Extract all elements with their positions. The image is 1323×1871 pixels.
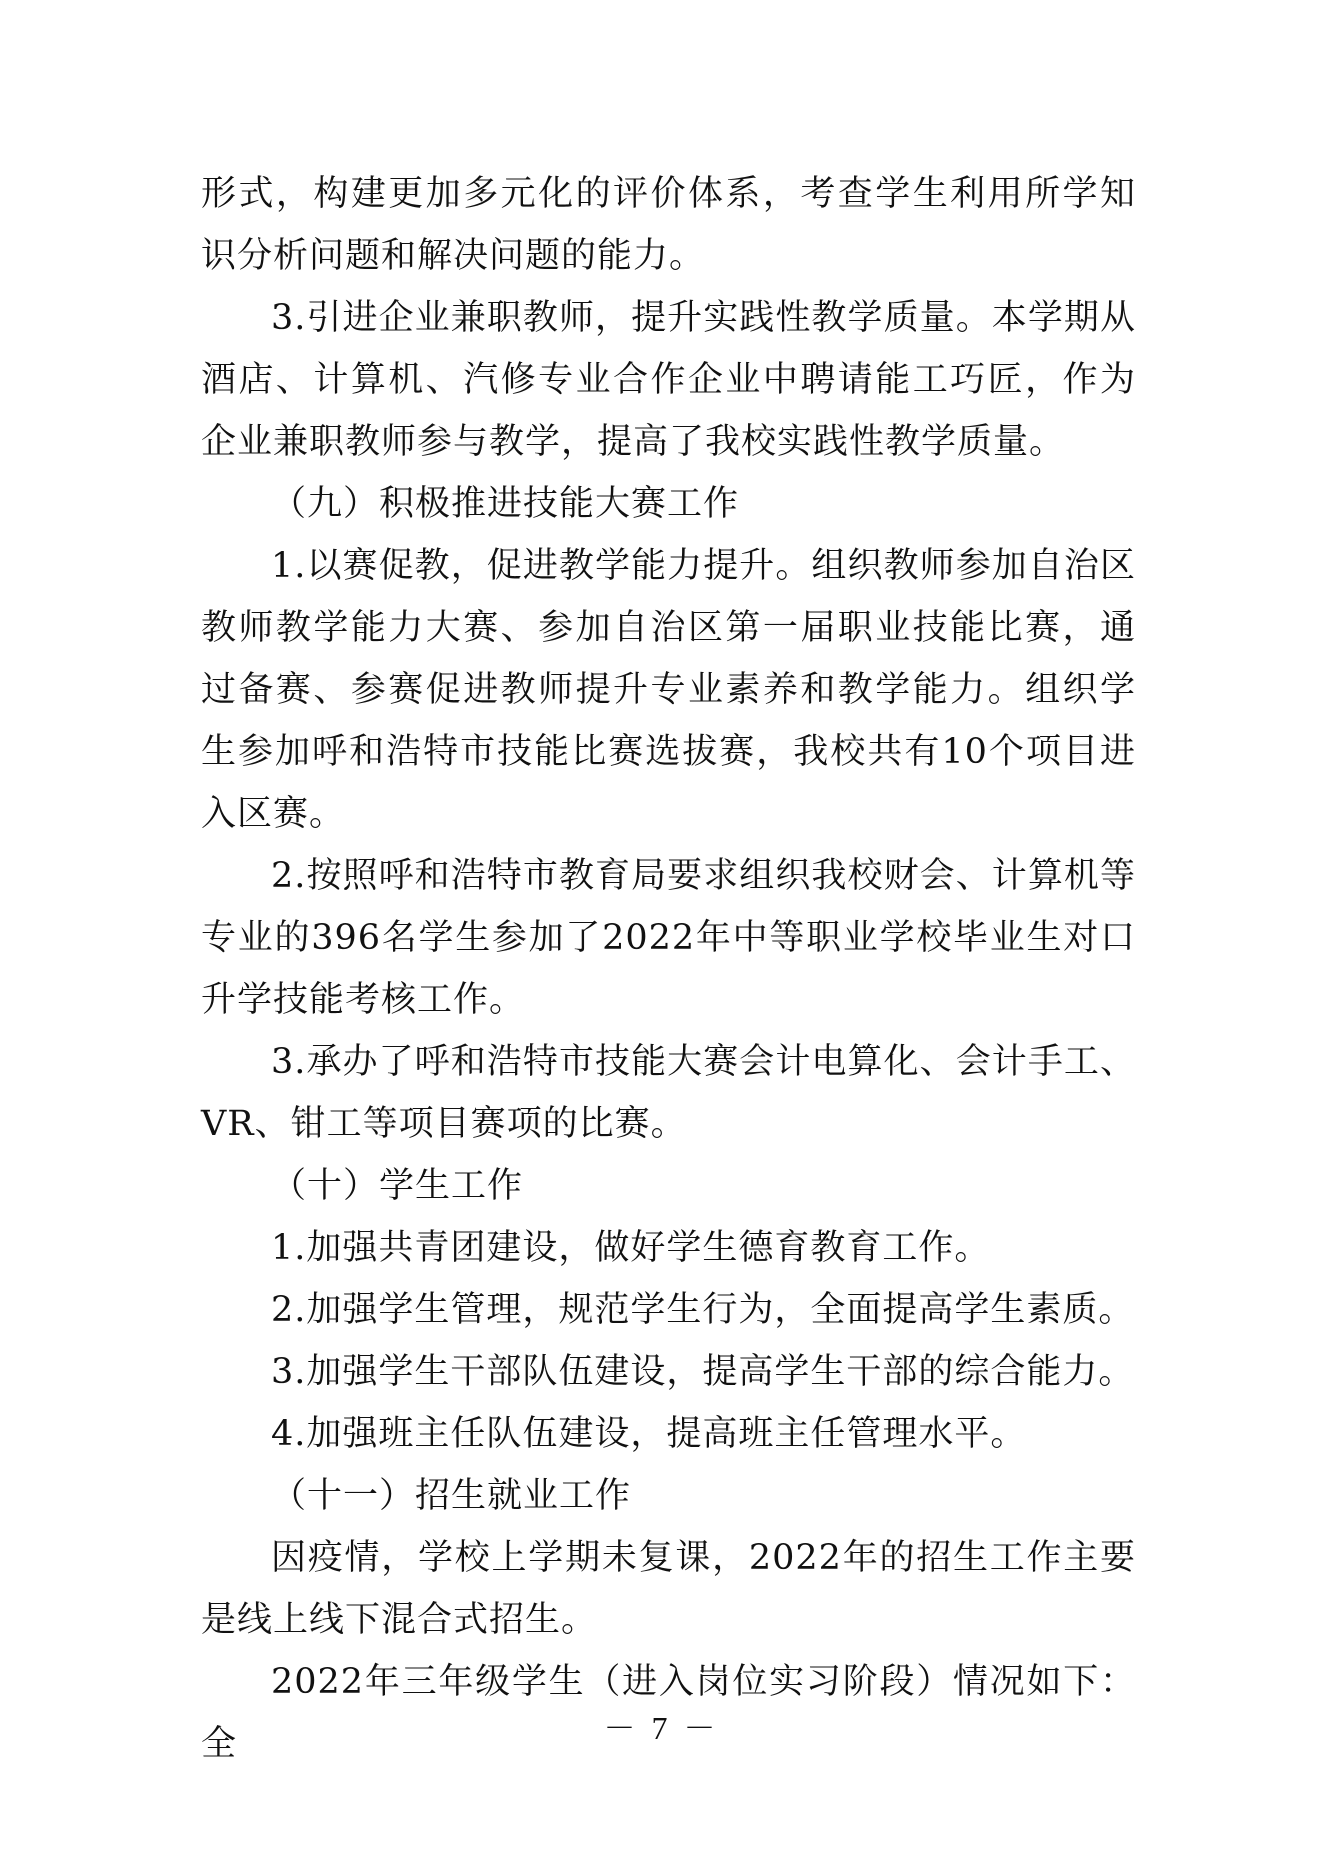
section-heading-enrollment-employment: （十一）招生就业工作	[271, 1476, 632, 1516]
paragraph-part-time-teachers: 3.引进企业兼职教师，提升实践性教学质量。本学期从酒店、计算机、汽修专业合作企业中聘请能工巧匠，作为企业兼职教师参与教学，提高了我校实践性教学质量。	[201, 298, 1136, 462]
section-heading-student-work: （十）学生工作	[271, 1166, 524, 1206]
paragraph-class-teachers: 4.加强班主任队伍建设，提高班主任管理水平。	[271, 1414, 1027, 1454]
paragraph-hosted-events: 3.承办了呼和浩特市技能大赛会计电算化、会计手工、VR、钳工等项目赛项的比赛。	[201, 1042, 1136, 1144]
paragraph-youth-league: 1.加强共青团建设，做好学生德育教育工作。	[271, 1228, 991, 1268]
paragraph-enrollment: 因疫情，学校上学期未复课，2022年的招生工作主要是线上线下混合式招生。	[201, 1538, 1136, 1640]
paragraph-continuation: 形式，构建更加多元化的评价体系，考查学生利用所学知识分析问题和解决问题的能力。	[201, 174, 1136, 276]
paragraph-competition-teaching: 1.以赛促教，促进教学能力提升。组织教师参加自治区教师教学能力大赛、参加自治区第一届职业技能比赛，通过备赛、参赛促进教师提升专业素养和教学能力。组织学生参加呼和浩特市技能比赛选拔赛，我校共有10个项目进入区赛。	[201, 546, 1136, 834]
paragraph-third-year-students: 2022年三年级学生（进入岗位实习阶段）情况如下：全	[201, 1662, 1136, 1764]
paragraph-student-cadres: 3.加强学生干部队伍建设，提高学生干部的综合能力。	[271, 1352, 1135, 1392]
paragraph-student-management: 2.加强学生管理，规范学生行为，全面提高学生素质。	[271, 1290, 1135, 1330]
document-body	[201, 163, 1136, 1775]
page-number: － 7 －	[603, 1710, 720, 1746]
paragraph-skills-assessment: 2.按照呼和浩特市教育局要求组织我校财会、计算机等专业的396名学生参加了2022年中等职业学校毕业生对口升学技能考核工作。	[201, 856, 1136, 1020]
section-heading-skills-competition: （九）积极推进技能大赛工作	[271, 484, 740, 524]
